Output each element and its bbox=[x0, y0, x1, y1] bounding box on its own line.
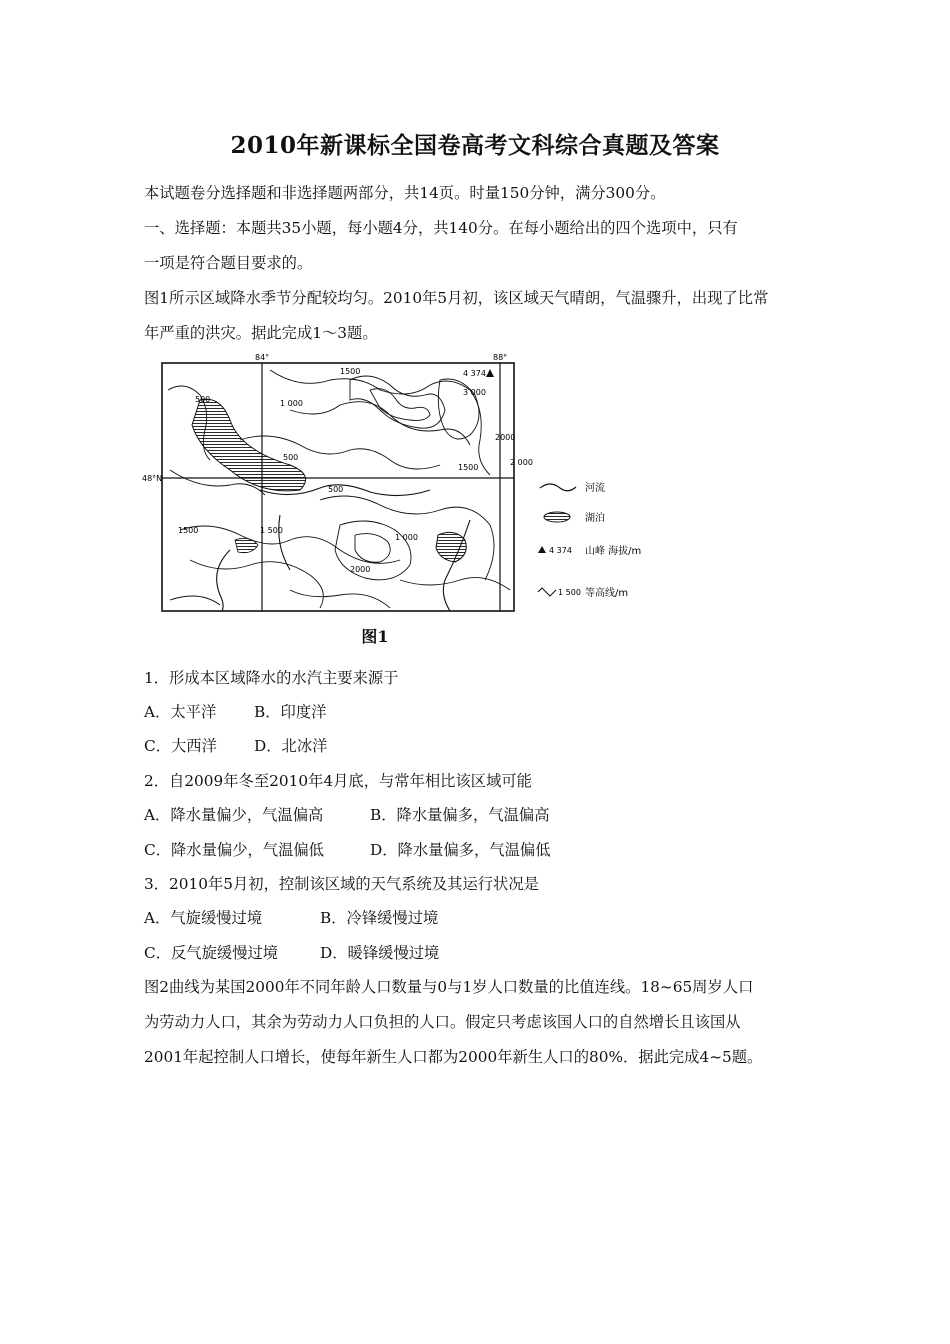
question-1: 1．形成本区域降水的水汽主要来源于 bbox=[144, 669, 399, 687]
question-3-options-row1 bbox=[144, 908, 438, 928]
contour-label: 1500 bbox=[178, 526, 199, 535]
peak-elevation-label: 4 374 bbox=[463, 369, 486, 378]
document-title: 2010年新课标全国卷高考文科综合真题及答案 bbox=[230, 132, 720, 159]
contour-label: 1 500 bbox=[260, 526, 283, 535]
q2-option-b: B．降水量偏多，气温偏高 bbox=[370, 806, 550, 824]
q3-option-a: A．气旋缓慢过境 bbox=[144, 909, 263, 927]
lon-right-label: 88° bbox=[493, 353, 508, 362]
legend-contour-symbol bbox=[538, 588, 556, 596]
passage2-line3: 2001年起控制人口增长，使每年新生人口都为2000年新生人口的80%．据此完成4~5题。 bbox=[144, 1048, 763, 1066]
contour-label: 500 bbox=[195, 395, 211, 404]
contour-label: 1500 bbox=[340, 367, 361, 376]
lat-label: 48°N bbox=[142, 474, 163, 483]
legend-peak-symbol bbox=[538, 546, 546, 553]
legend-peak-label: 山峰 海拔/m bbox=[585, 546, 642, 557]
legend-river-symbol bbox=[540, 484, 576, 491]
topographic-map-image bbox=[140, 350, 660, 622]
legend-river-label: 河流 bbox=[585, 483, 605, 494]
q3-option-b: B．冷锋缓慢过境 bbox=[320, 909, 439, 927]
contour-label: 2 000 bbox=[510, 458, 533, 467]
legend-contour-value: 1 500 bbox=[558, 588, 581, 597]
passage2-line1: 图2曲线为某国2000年不同年龄人口数量与0与1岁人口数量的比值连线。18~65周岁人口 bbox=[144, 978, 754, 996]
contour-label: 3 000 bbox=[463, 388, 486, 397]
passage1-line1: 图1所示区域降水季节分配较均匀。2010年5月初，该区域天气晴朗，气温骤升，出现了比常 bbox=[144, 289, 769, 307]
legend-contour-label: 等高线/m bbox=[585, 588, 629, 599]
legend-lake-label: 湖泊 bbox=[585, 513, 605, 524]
figure1-caption: 图1 bbox=[361, 627, 389, 646]
legend-lake-symbol bbox=[544, 512, 570, 522]
q2-option-a: A．降水量偏少，气温偏高 bbox=[144, 806, 324, 824]
question-1-options-row1 bbox=[144, 702, 326, 722]
q1-option-c: C．大西洋 bbox=[144, 737, 217, 755]
contour-label: 500 bbox=[328, 485, 344, 494]
section1-instructions-line2: 一项是符合题目要求的。 bbox=[144, 254, 313, 272]
contour-label: 1 000 bbox=[280, 399, 303, 408]
question-1-options-row2 bbox=[144, 736, 327, 756]
section1-instructions-line1: 一、选择题：本题共35小题，每小题4分，共140分。在每小题给出的四个选项中，只有 bbox=[144, 219, 738, 237]
intro-text: 本试题卷分选择题和非选择题两部分，共14页。时量150分钟，满分300分。 bbox=[144, 184, 666, 202]
question-3-options-row2 bbox=[144, 943, 439, 963]
question-3: 3．2010年5月初，控制该区域的天气系统及其运行状况是 bbox=[144, 875, 539, 893]
passage1-line2: 年严重的洪灾。据此完成1～3题。 bbox=[144, 324, 378, 342]
map-legend bbox=[538, 481, 641, 599]
q1-option-d: D．北冰洋 bbox=[254, 737, 328, 755]
contour-label: 1 000 bbox=[395, 533, 418, 542]
passage2-line2: 为劳动力人口，其余为劳动力人口负担的人口。假定只考虑该国人口的自然增长且该国从 bbox=[144, 1013, 741, 1031]
q2-option-c: C．降水量偏少，气温偏低 bbox=[144, 841, 324, 859]
lon-left-label: 84° bbox=[255, 353, 270, 362]
question-2-options-row2 bbox=[144, 840, 551, 860]
figure1-map bbox=[140, 350, 660, 622]
q3-option-c: C．反气旋缓慢过境 bbox=[144, 944, 279, 962]
legend-peak-value: 4 374 bbox=[549, 546, 572, 555]
q2-option-d: D．降水量偏多，气温偏低 bbox=[370, 841, 551, 859]
contour-label: 2000 bbox=[495, 433, 516, 442]
q1-option-a: A．太平洋 bbox=[144, 703, 217, 721]
contour-label: 500 bbox=[283, 453, 299, 462]
contour-label: 2000 bbox=[350, 565, 371, 574]
q1-option-b: B．印度洋 bbox=[254, 703, 327, 721]
question-2-options-row1 bbox=[144, 805, 550, 825]
contour-label: 1500 bbox=[458, 463, 479, 472]
question-2: 2．自2009年冬至2010年4月底，与常年相比该区域可能 bbox=[144, 772, 532, 790]
q3-option-d: D．暖锋缓慢过境 bbox=[320, 944, 440, 962]
